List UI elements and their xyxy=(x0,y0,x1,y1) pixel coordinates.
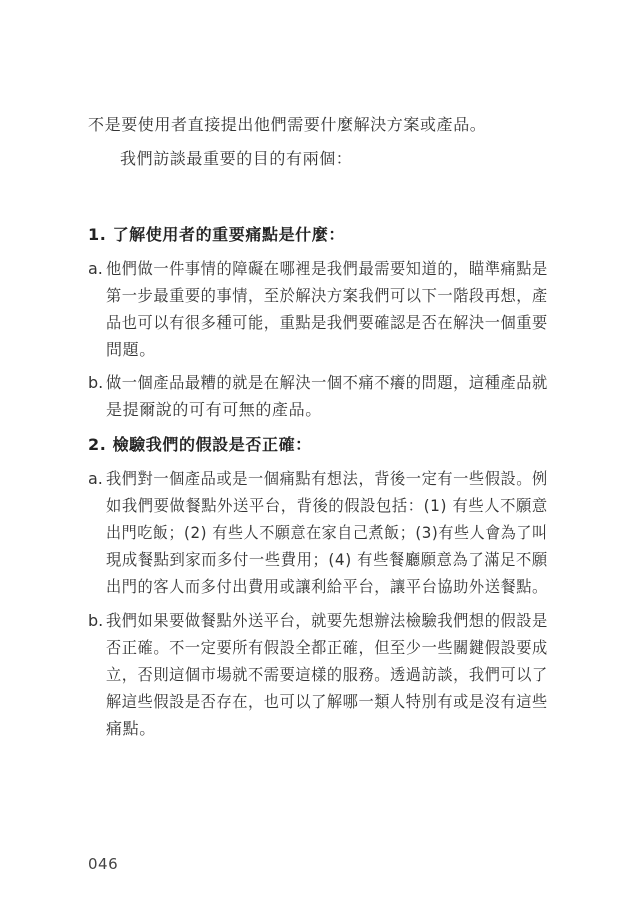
section-2-item-b-line: 我們如果要做餐點外送平台，就要先想辦法檢驗我們想的假設是 xyxy=(106,611,548,630)
section-2-item-b-line: 立，否則這個市場就不需要這樣的服務。透過訪談，我們可以了 xyxy=(106,665,548,684)
section-2-item-b-line: 解這些假設是否存在，也可以了解哪一類人特別有或是沒有這些 xyxy=(106,692,548,711)
section-1-item-a-marker: a. xyxy=(88,259,103,278)
section-2-item-a-line: 出門的客人而多付出費用或讓利給平台，讓平台協助外送餐點。 xyxy=(106,577,548,596)
section-1-item-b-marker: b. xyxy=(88,373,104,392)
section-2-item-b-line: 痛點。 xyxy=(106,719,156,738)
section-2-item-b-marker: b. xyxy=(88,611,104,630)
page-number: 046 xyxy=(88,855,119,873)
section-2-item-a-line: 我們對一個產品或是一個痛點有想法，背後一定有一些假設。例 xyxy=(106,469,548,488)
section-2-item-a-line: 現成餐點到家而多付一些費用；(4) 有些餐廳願意為了滿足不願 xyxy=(106,550,548,569)
section-2-item-a-marker: a. xyxy=(88,469,103,488)
section-1-item-a-line: 第一步最重要的事情，至於解決方案我們可以下一階段再想，產 xyxy=(106,286,548,305)
section-2-item-a-line: 出門吃飯；(2) 有些人不願意在家自己煮飯；(3)有些人會為了叫 xyxy=(106,523,548,542)
section-1-item-b-line: 做一個產品最糟的就是在解決一個不痛不癢的問題，這種產品就 xyxy=(106,373,548,392)
intro-line-1: 不是要使用者直接提出他們需要什麼解決方案或產品。 xyxy=(88,115,487,134)
section-1-item-a-line: 品也可以有很多種可能，重點是我們要確認是否在解決一個重要 xyxy=(106,313,548,332)
intro-line-2: 我們訪談最重要的目的有兩個： xyxy=(120,149,353,168)
section-1-item-a-line: 他們做一件事情的障礙在哪裡是我們最需要知道的，瞄準痛點是 xyxy=(106,259,548,278)
section-2-heading: 2. 檢驗我們的假設是否正確： xyxy=(88,435,312,454)
section-1-heading: 1. 了解使用者的重要痛點是什麼： xyxy=(88,225,345,244)
section-2-item-b-line: 否正確。不一定要所有假設全都正確，但至少一些關鍵假設要成 xyxy=(106,638,548,657)
section-1-item-a-line: 問題。 xyxy=(106,340,156,359)
section-2-item-a-line: 如我們要做餐點外送平台，背後的假設包括：(1) 有些人不願意 xyxy=(106,496,548,515)
section-1-item-b-line: 是提爾說的可有可無的產品。 xyxy=(106,400,322,419)
